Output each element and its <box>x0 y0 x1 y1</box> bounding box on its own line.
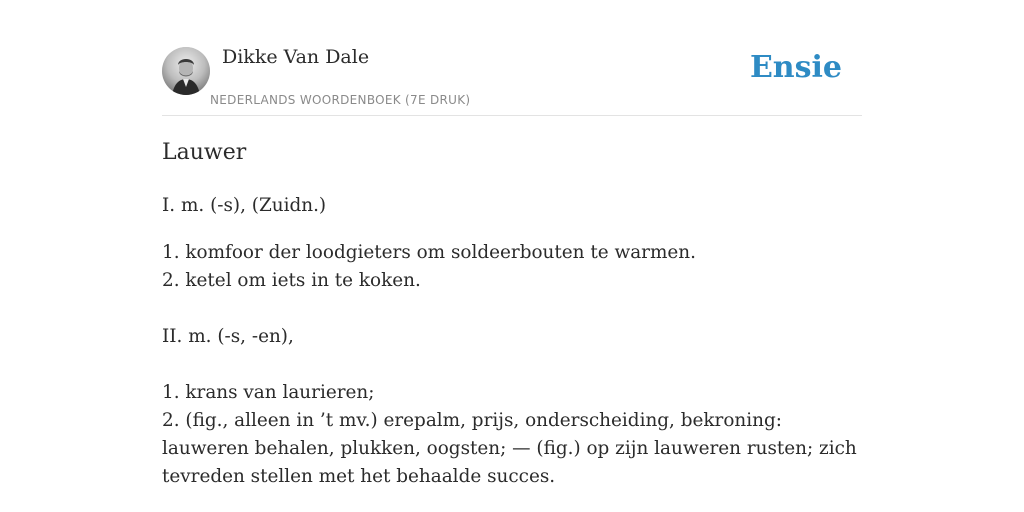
sense-2-heading: II. m. (-s, -en), <box>162 326 294 347</box>
entry-title: Lauwer <box>162 140 247 165</box>
ensie-logo[interactable]: Ensie <box>749 50 842 85</box>
page <box>162 0 862 512</box>
sense-2-definition-2: 2. (fig., alleen in ’t mv.) erepalm, prijs, onderscheiding, bekroning: lauweren behalen, plukken, oogsten; — (fig.) op zijn lauweren rusten; zich tevreden stellen met het behaalde succes. <box>162 410 857 487</box>
portrait-icon <box>162 47 210 95</box>
author-avatar[interactable] <box>162 47 210 95</box>
header <box>162 0 862 116</box>
author-name[interactable]: Dikke Van Dale <box>222 46 370 68</box>
sense-1-definition-1: 1. komfoor der loodgieters om soldeerbouten te warmen. <box>162 242 696 263</box>
dictionary-subtitle[interactable]: NEDERLANDS WOORDENBOEK (7E DRUK) <box>210 93 471 107</box>
sense-2-definition-1: 1. krans van laurieren; <box>162 382 375 403</box>
entry-body <box>162 192 862 491</box>
sense-1-definition-2: 2. ketel om iets in te koken. <box>162 270 421 291</box>
sense-1-heading: I. m. (-s), (Zuidn.) <box>162 195 327 216</box>
